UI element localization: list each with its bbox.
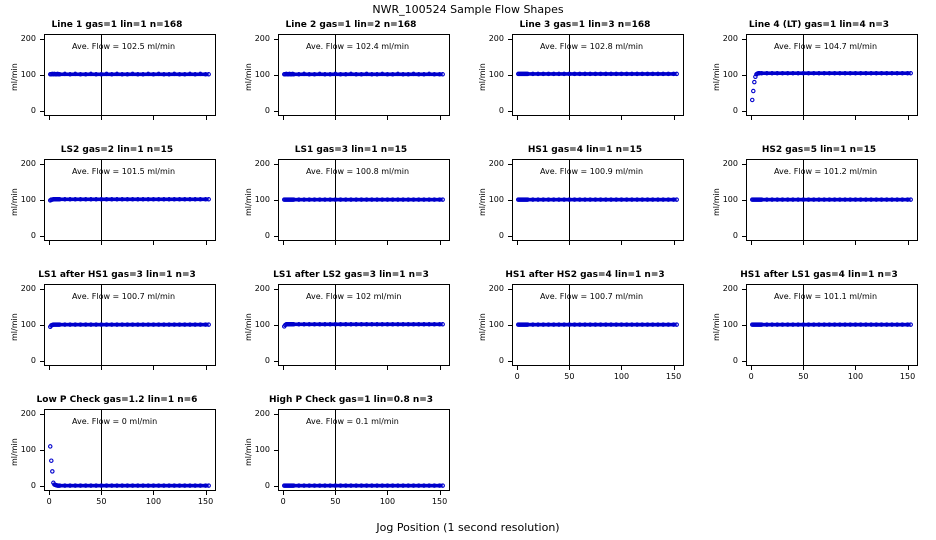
data-series [702, 18, 936, 143]
panel-ylabel: ml/min [478, 63, 487, 91]
data-series [0, 18, 234, 143]
panel-title: HS1 gas=4 lin=1 n=15 [527, 145, 643, 155]
panel-title: LS1 gas=3 lin=1 n=15 [294, 145, 408, 155]
chart-panel [468, 268, 702, 393]
data-point-band [284, 484, 442, 488]
y-tick-label: 0 [732, 230, 738, 240]
average-flow-annotation: Ave. Flow = 102.8 ml/min [540, 42, 644, 51]
data-point-band [752, 198, 910, 202]
x-tick-label: 100 [847, 372, 864, 381]
panel-title: High P Check gas=1 lin=0.8 n=3 [268, 395, 434, 405]
average-flow-annotation: Ave. Flow = 101.5 ml/min [72, 167, 176, 176]
data-series [0, 393, 234, 518]
y-tick-label: 100 [20, 70, 36, 79]
y-tick-label: 200 [254, 34, 270, 44]
data-point-band [518, 323, 676, 327]
data-point [51, 470, 54, 473]
chart-panel [234, 268, 468, 393]
average-flow-annotation: Ave. Flow = 100.7 ml/min [540, 292, 644, 301]
x-tick-label: 50 [564, 372, 575, 381]
y-tick-label: 100 [722, 70, 738, 79]
x-tick-label: 0 [514, 372, 520, 381]
y-tick-label: 200 [254, 409, 270, 419]
figure-title: NWR_100524 Sample Flow Shapes [372, 3, 564, 16]
x-tick-label: 150 [899, 372, 916, 381]
average-flow-annotation: Ave. Flow = 104.7 ml/min [774, 42, 878, 51]
panel-ylabel: ml/min [10, 63, 19, 91]
x-tick-label: 50 [798, 372, 809, 381]
average-flow-annotation: Ave. Flow = 0.1 ml/min [306, 417, 399, 426]
panel-grid [0, 18, 936, 518]
data-point-band [51, 197, 208, 201]
data-series [234, 268, 468, 393]
y-tick-label: 200 [488, 159, 504, 169]
panel-title: Line 3 gas=1 lin=3 n=168 [519, 20, 651, 30]
panel-ylabel: ml/min [10, 188, 19, 216]
y-tick-label: 0 [498, 355, 504, 365]
panel-title: Line 4 (LT) gas=1 lin=4 n=3 [748, 20, 890, 30]
y-tick-label: 100 [488, 320, 504, 329]
y-tick-label: 100 [254, 445, 270, 454]
data-series [0, 143, 234, 268]
x-tick-label: 150 [665, 372, 682, 381]
data-point [49, 445, 52, 448]
y-tick-label: 0 [30, 230, 36, 240]
y-tick-label: 0 [264, 480, 270, 490]
chart-panel [0, 268, 234, 393]
y-tick-label: 200 [20, 284, 36, 294]
panel-ylabel: ml/min [10, 438, 19, 466]
y-tick-label: 100 [254, 70, 270, 79]
data-point-band [286, 322, 442, 326]
data-series [702, 143, 936, 268]
panel-ylabel: ml/min [10, 313, 19, 341]
average-flow-annotation: Ave. Flow = 100.8 ml/min [306, 167, 410, 176]
chart-panel [234, 143, 468, 268]
x-tick-label: 100 [379, 497, 396, 506]
x-tick-label: 100 [145, 497, 162, 506]
data-point-band [284, 72, 442, 76]
chart-panel [0, 393, 234, 518]
average-flow-annotation: Ave. Flow = 100.9 ml/min [540, 167, 644, 176]
y-tick-label: 0 [264, 355, 270, 365]
y-tick-label: 0 [264, 105, 270, 115]
data-series [468, 143, 702, 268]
data-point-band [284, 198, 442, 202]
average-flow-annotation: Ave. Flow = 102.4 ml/min [306, 42, 410, 51]
data-series [234, 393, 468, 518]
data-point-band [757, 71, 910, 75]
panel-title: Line 1 gas=1 lin=1 n=168 [51, 20, 183, 30]
y-tick-label: 200 [722, 34, 738, 44]
panel-title: HS1 after HS2 gas=4 lin=1 n=3 [505, 270, 665, 280]
y-tick-label: 100 [722, 195, 738, 204]
x-tick-label: 0 [280, 497, 286, 506]
panel-ylabel: ml/min [478, 188, 487, 216]
x-tick-label: 100 [613, 372, 630, 381]
x-tick-label: 50 [96, 497, 107, 506]
chart-panel [234, 18, 468, 143]
panel-ylabel: ml/min [244, 438, 253, 466]
panel-ylabel: ml/min [244, 313, 253, 341]
y-tick-label: 200 [254, 284, 270, 294]
y-tick-label: 200 [20, 409, 36, 419]
chart-panel [468, 18, 702, 143]
panel-title: LS1 after LS2 gas=3 lin=1 n=3 [273, 270, 429, 280]
panel-ylabel: ml/min [244, 188, 253, 216]
panel-title: HS1 after LS1 gas=4 lin=1 n=3 [740, 270, 898, 280]
panel-title: LS2 gas=2 lin=1 n=15 [60, 145, 174, 155]
data-point [751, 98, 754, 101]
data-point-band [52, 323, 208, 327]
panel-ylabel: ml/min [712, 188, 721, 216]
chart-panel [468, 143, 702, 268]
data-series [468, 268, 702, 393]
y-tick-label: 100 [488, 195, 504, 204]
average-flow-annotation: Ave. Flow = 101.1 ml/min [774, 292, 878, 301]
y-tick-label: 0 [732, 355, 738, 365]
y-tick-label: 200 [722, 284, 738, 294]
y-tick-label: 0 [498, 105, 504, 115]
data-point-band [752, 323, 910, 327]
chart-panel [0, 18, 234, 143]
chart-panel [702, 143, 936, 268]
x-tick-label: 0 [748, 372, 754, 381]
panel-title: HS2 gas=5 lin=1 n=15 [761, 145, 877, 155]
panel-title: Low P Check gas=1.2 lin=1 n=6 [36, 395, 198, 405]
average-flow-annotation: Ave. Flow = 102.5 ml/min [72, 42, 176, 51]
data-point [753, 80, 756, 83]
data-point-band [57, 484, 209, 488]
y-tick-label: 200 [20, 159, 36, 169]
y-tick-label: 100 [254, 195, 270, 204]
y-tick-label: 100 [488, 70, 504, 79]
panel-ylabel: ml/min [478, 313, 487, 341]
data-point-band [518, 198, 676, 202]
y-tick-label: 0 [732, 105, 738, 115]
chart-panel [702, 268, 936, 393]
chart-panel [702, 18, 936, 143]
data-series [234, 18, 468, 143]
panel-title: LS1 after HS1 gas=3 lin=1 n=3 [38, 270, 196, 280]
y-tick-label: 100 [20, 320, 36, 329]
data-point [50, 459, 53, 462]
y-tick-label: 200 [488, 284, 504, 294]
panel-ylabel: ml/min [712, 63, 721, 91]
y-tick-label: 200 [20, 34, 36, 44]
y-tick-label: 0 [30, 480, 36, 490]
y-tick-label: 200 [488, 34, 504, 44]
data-point-band [518, 72, 676, 76]
panel-ylabel: ml/min [244, 63, 253, 91]
y-tick-label: 100 [722, 320, 738, 329]
figure-xlabel: Jog Position (1 second resolution) [376, 521, 560, 534]
average-flow-annotation: Ave. Flow = 100.7 ml/min [72, 292, 176, 301]
chart-panel [234, 393, 468, 518]
y-tick-label: 0 [498, 230, 504, 240]
x-tick-label: 0 [46, 497, 52, 506]
x-tick-label: 50 [330, 497, 341, 506]
average-flow-annotation: Ave. Flow = 102 ml/min [306, 292, 402, 301]
y-tick-label: 100 [20, 445, 36, 454]
data-point-band [50, 72, 208, 76]
data-point [752, 89, 755, 92]
panel-ylabel: ml/min [712, 313, 721, 341]
chart-panel [0, 143, 234, 268]
average-flow-annotation: Ave. Flow = 0 ml/min [72, 417, 158, 426]
data-series [468, 18, 702, 143]
y-tick-label: 100 [20, 195, 36, 204]
x-tick-label: 150 [197, 497, 214, 506]
y-tick-label: 0 [30, 355, 36, 365]
data-series [0, 268, 234, 393]
panel-title: Line 2 gas=1 lin=2 n=168 [285, 20, 417, 30]
x-tick-label: 150 [431, 497, 448, 506]
data-series [702, 268, 936, 393]
y-tick-label: 200 [254, 159, 270, 169]
y-tick-label: 100 [254, 320, 270, 329]
y-tick-label: 0 [264, 230, 270, 240]
y-tick-label: 200 [722, 159, 738, 169]
average-flow-annotation: Ave. Flow = 101.2 ml/min [774, 167, 878, 176]
data-series [234, 143, 468, 268]
y-tick-label: 0 [30, 105, 36, 115]
